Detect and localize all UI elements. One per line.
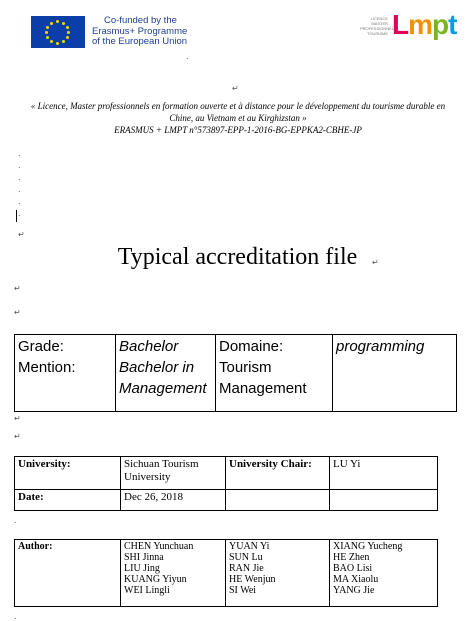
grade-label: Grade:: [18, 338, 64, 355]
paragraph-mark: ↵: [372, 258, 379, 267]
text-cursor: [16, 210, 17, 222]
paragraph-mark: ↵: [14, 308, 21, 317]
mention-label: Mention:: [18, 359, 76, 376]
paragraph-mark: .: [14, 516, 17, 525]
author-name: RAN Jie: [229, 563, 264, 574]
eu-line-1: Co-funded by the: [104, 15, 177, 26]
paragraph-mark: ↵: [232, 84, 239, 93]
author-name: YUAN Yi: [229, 541, 270, 552]
date-value: Dec 26, 2018: [124, 491, 183, 503]
author-name: HE Zhen: [333, 552, 370, 563]
author-name: BAO Lisi: [333, 563, 373, 574]
author-name: YANG Jie: [333, 585, 375, 596]
intro-line-2: ERASMUS + LMPT n°573897-EPP-1-2016-BG-EPPKA2-CBHE-JP: [114, 125, 362, 135]
program-table: [14, 334, 457, 412]
intro-line-1: « Licence, Master professionnels en formation ouverte et à distance pour le développement du tourisme durable en Chine, au Vietnam et au Kirghizstan »: [30, 101, 446, 123]
paragraph-mark: ↵: [14, 432, 21, 441]
grade-value: Bachelor: [119, 338, 179, 355]
date-label: Date:: [18, 491, 44, 503]
lmpt-caption-4: TOURISME: [366, 31, 388, 36]
lmpt-caption-3: PROFESSIONNEL: [360, 26, 395, 31]
author-name: SI Wei: [229, 585, 257, 596]
university-value: Sichuan Tourism University: [124, 458, 199, 483]
lmpt-logo: [392, 8, 456, 42]
domaine-value: programming: [336, 338, 425, 355]
author-label: Author:: [18, 541, 53, 552]
paragraph-marks: . . . . . .: [18, 149, 21, 218]
lmpt-letter-m: m: [408, 9, 433, 40]
eu-flag-logo: [31, 16, 85, 48]
authors-column-3: [330, 540, 438, 607]
domaine-cell: [216, 335, 333, 412]
authors-table: [14, 539, 438, 607]
domaine-label: Domaine:: [219, 338, 284, 355]
university-label-cell: [15, 457, 121, 490]
date-label-cell: [15, 490, 121, 511]
university-label: University:: [18, 458, 71, 470]
eu-line-3: of the European Union: [92, 36, 188, 47]
empty-cell: [226, 490, 330, 511]
author-name: KUANG Yiyun: [124, 574, 187, 585]
grade-mention-label-cell: [15, 335, 116, 412]
lmpt-caption-2: MASTER: [371, 21, 388, 26]
chair-label: University Chair:: [229, 458, 312, 470]
page-title: Typical accreditation file: [117, 244, 358, 270]
paragraph-mark: ↵: [18, 230, 25, 239]
author-name: MA Xiaolu: [333, 574, 379, 585]
university-value-cell: [121, 457, 226, 490]
chair-value: LU Yi: [333, 458, 361, 470]
lmpt-letter-t: t: [448, 9, 457, 40]
mention-value-2: Tourism Management: [219, 359, 307, 397]
author-name: XIANG Yucheng: [333, 541, 403, 552]
mention-value: Bachelor in Management: [119, 359, 207, 397]
authors-column-1: [121, 540, 226, 607]
author-name: WEI Lingli: [124, 585, 170, 596]
authors-column-2: [226, 540, 330, 607]
author-name: SUN Lu: [229, 552, 263, 563]
paragraph-mark: ↵: [14, 414, 21, 423]
chair-value-cell: [330, 457, 438, 490]
paragraph-mark: ↵: [14, 284, 21, 293]
empty-cell: [330, 490, 438, 511]
paragraph-mark: .: [186, 52, 189, 61]
author-name: LIU Jing: [124, 563, 160, 574]
lmpt-letter-l: L: [392, 9, 409, 40]
lmpt-caption-1: LICENCE: [370, 16, 388, 21]
eu-line-2: Erasmus+ Programme: [92, 25, 188, 37]
chair-label-cell: [226, 457, 330, 490]
date-value-cell: [121, 490, 226, 511]
author-name: HE Wenjun: [229, 574, 276, 585]
domaine-value-cell: [333, 335, 457, 412]
author-name: SHI Jinna: [124, 552, 164, 563]
lmpt-letter-p: p: [432, 9, 449, 40]
paragraph-mark: .: [14, 612, 17, 621]
lmpt-logo-caption: [360, 16, 395, 36]
grade-mention-value-cell: [116, 335, 216, 412]
author-name: CHEN Yunchuan: [124, 541, 194, 552]
project-intro: [20, 100, 456, 136]
university-table: [14, 456, 438, 511]
author-label-cell: [15, 540, 121, 607]
eu-cofunded-text: [92, 16, 187, 48]
